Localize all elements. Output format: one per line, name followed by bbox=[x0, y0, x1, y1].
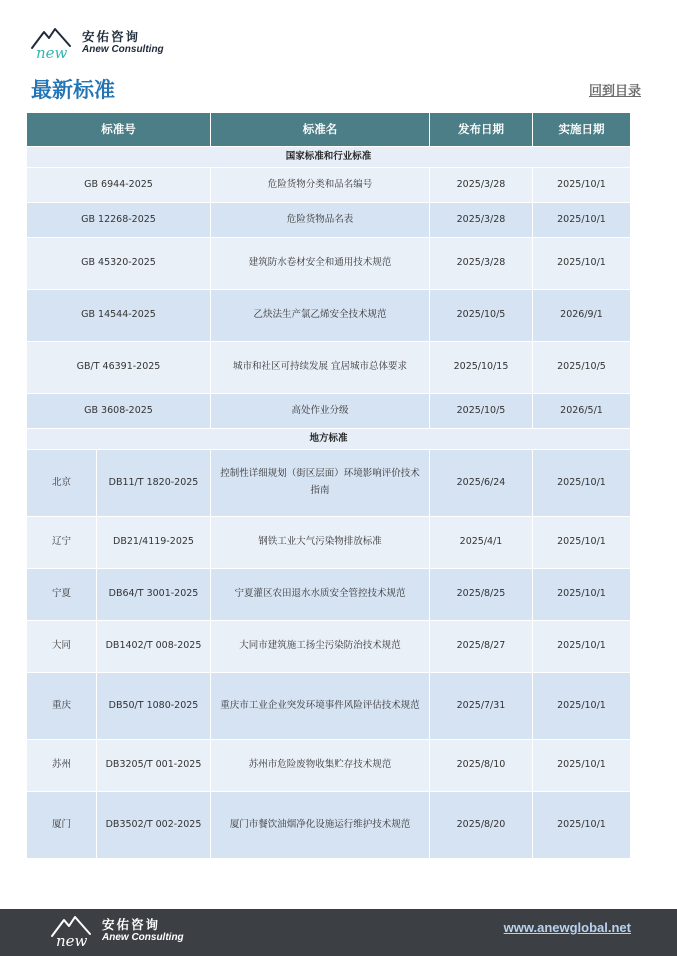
publish-date: 2025/8/20 bbox=[430, 792, 533, 859]
table-row bbox=[27, 450, 631, 517]
standard-code: GB 12268-2025 bbox=[27, 203, 211, 238]
table-row bbox=[27, 621, 631, 673]
publish-date: 2025/8/10 bbox=[430, 740, 533, 792]
standard-code: GB 14544-2025 bbox=[27, 290, 211, 342]
section-label: 地方标准 bbox=[27, 429, 631, 450]
publish-date: 2025/4/1 bbox=[430, 517, 533, 569]
effective-date: 2025/10/5 bbox=[533, 342, 631, 394]
region: 北京 bbox=[27, 450, 97, 517]
table-row bbox=[27, 394, 631, 429]
brand-logo bbox=[30, 26, 164, 60]
table-row bbox=[27, 168, 631, 203]
effective-date: 2026/9/1 bbox=[533, 290, 631, 342]
section-row-local bbox=[27, 429, 631, 450]
standard-name: 重庆市工业企业突发环境事件风险评估技术规范 bbox=[211, 673, 430, 740]
table-row bbox=[27, 342, 631, 394]
logo-script: new bbox=[36, 44, 68, 60]
region: 辽宁 bbox=[27, 517, 97, 569]
effective-date: 2025/10/1 bbox=[533, 517, 631, 569]
publish-date: 2025/3/28 bbox=[430, 168, 533, 203]
publish-date: 2025/6/24 bbox=[430, 450, 533, 517]
website-link[interactable]: www.anewglobal.net bbox=[503, 920, 631, 935]
effective-date: 2025/10/1 bbox=[533, 569, 631, 621]
effective-date: 2025/10/1 bbox=[533, 168, 631, 203]
publish-date: 2025/3/28 bbox=[430, 238, 533, 290]
standard-code: DB1402/T 008-2025 bbox=[97, 621, 211, 673]
publish-date: 2025/8/27 bbox=[430, 621, 533, 673]
table-row bbox=[27, 517, 631, 569]
header-effective: 实施日期 bbox=[533, 113, 631, 147]
table-row bbox=[27, 792, 631, 859]
standard-name: 乙炔法生产氯乙烯安全技术规范 bbox=[211, 290, 430, 342]
standard-code: GB 6944-2025 bbox=[27, 168, 211, 203]
table-row bbox=[27, 569, 631, 621]
brand-name-cn: 安佑咨询 bbox=[82, 29, 141, 45]
page-title: 最新标准 bbox=[31, 78, 115, 102]
table-row bbox=[27, 203, 631, 238]
footer-logo bbox=[50, 914, 184, 948]
standard-name: 建筑防水卷材安全和通用技术规范 bbox=[211, 238, 430, 290]
standard-name: 危险货物分类和品名编号 bbox=[211, 168, 430, 203]
effective-date: 2025/10/1 bbox=[533, 792, 631, 859]
table-row bbox=[27, 740, 631, 792]
brand-name-cn: 安佑咨询 bbox=[102, 917, 161, 933]
publish-date: 2025/8/25 bbox=[430, 569, 533, 621]
publish-date: 2025/10/5 bbox=[430, 290, 533, 342]
effective-date: 2025/10/1 bbox=[533, 450, 631, 517]
publish-date: 2025/10/15 bbox=[430, 342, 533, 394]
brand-name-en: Anew Consulting bbox=[102, 932, 184, 944]
standard-code: DB64/T 3001-2025 bbox=[97, 569, 211, 621]
standard-code: DB3205/T 001-2025 bbox=[97, 740, 211, 792]
table-row bbox=[27, 238, 631, 290]
standard-name: 城市和社区可持续发展 宜居城市总体要求 bbox=[211, 342, 430, 394]
section-row-national bbox=[27, 147, 631, 168]
region: 厦门 bbox=[27, 792, 97, 859]
publish-date: 2025/10/5 bbox=[430, 394, 533, 429]
standard-code: GB 45320-2025 bbox=[27, 238, 211, 290]
standard-code: DB3502/T 002-2025 bbox=[97, 792, 211, 859]
header-published: 发布日期 bbox=[430, 113, 533, 147]
standard-name: 宁夏灌区农田退水水质安全管控技术规范 bbox=[211, 569, 430, 621]
table-header-row bbox=[27, 113, 631, 147]
standard-name: 钢铁工业大气污染物排放标准 bbox=[211, 517, 430, 569]
table-row bbox=[27, 290, 631, 342]
standards-table bbox=[26, 112, 631, 859]
mountain-logo-icon bbox=[50, 914, 98, 948]
section-label: 国家标准和行业标准 bbox=[27, 147, 631, 168]
mountain-logo-icon bbox=[30, 26, 78, 60]
brand-name-en: Anew Consulting bbox=[82, 44, 164, 56]
back-to-contents-link[interactable]: 回到目录 bbox=[588, 84, 641, 99]
region: 宁夏 bbox=[27, 569, 97, 621]
publish-date: 2025/7/31 bbox=[430, 673, 533, 740]
standard-name: 大同市建筑施工扬尘污染防治技术规范 bbox=[211, 621, 430, 673]
publish-date: 2025/3/28 bbox=[430, 203, 533, 238]
standard-name: 危险货物品名表 bbox=[211, 203, 430, 238]
standard-code: DB11/T 1820-2025 bbox=[97, 450, 211, 517]
effective-date: 2025/10/1 bbox=[533, 673, 631, 740]
standard-code: DB50/T 1080-2025 bbox=[97, 673, 211, 740]
effective-date: 2025/10/1 bbox=[533, 740, 631, 792]
region: 苏州 bbox=[27, 740, 97, 792]
effective-date: 2025/10/1 bbox=[533, 238, 631, 290]
standard-code: GB 3608-2025 bbox=[27, 394, 211, 429]
header-name: 标准名 bbox=[211, 113, 430, 147]
region: 重庆 bbox=[27, 673, 97, 740]
effective-date: 2025/10/1 bbox=[533, 621, 631, 673]
standard-code: DB21/4119-2025 bbox=[97, 517, 211, 569]
logo-script: new bbox=[56, 932, 88, 948]
table-row bbox=[27, 673, 631, 740]
standard-name: 苏州市危险废物收集贮存技术规范 bbox=[211, 740, 430, 792]
effective-date: 2025/10/1 bbox=[533, 203, 631, 238]
effective-date: 2026/5/1 bbox=[533, 394, 631, 429]
standard-code: GB/T 46391-2025 bbox=[27, 342, 211, 394]
standard-name: 高处作业分级 bbox=[211, 394, 430, 429]
header-code: 标准号 bbox=[27, 113, 211, 147]
standard-name: 控制性详细规划（街区层面）环境影响评价技术指南 bbox=[211, 450, 430, 517]
standard-name: 厦门市餐饮油烟净化设施运行维护技术规范 bbox=[211, 792, 430, 859]
region: 大同 bbox=[27, 621, 97, 673]
